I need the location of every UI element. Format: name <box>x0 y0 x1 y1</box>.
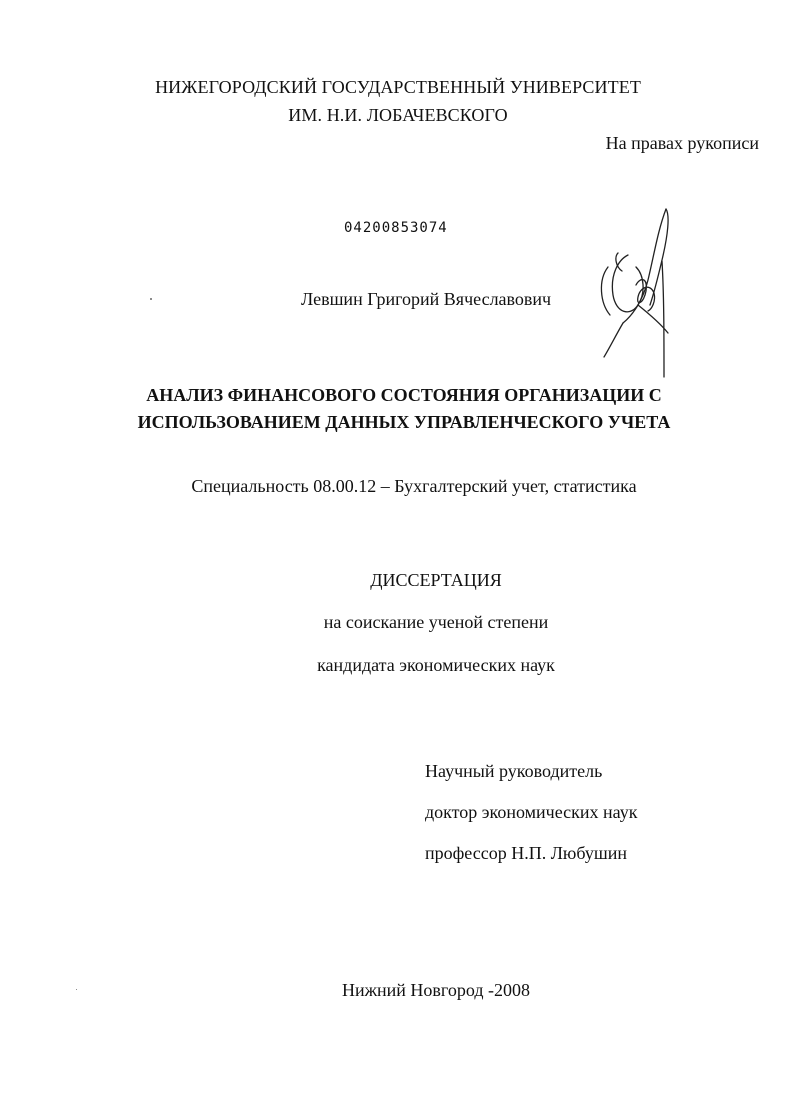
title-line2: ИСПОЛЬЗОВАНИЕМ ДАННЫХ УПРАВЛЕНЧЕСКОГО УЧЕТА <box>137 412 671 432</box>
supervisor-name: профессор Н.П. Любушин <box>425 843 627 863</box>
signature-stroke <box>604 323 623 357</box>
signature-image <box>588 205 688 380</box>
scan-speck <box>150 298 152 300</box>
degree-purpose-line2: кандидата экономических наук <box>317 655 555 675</box>
registration-number: 04200853074 <box>344 220 448 236</box>
university-name-line2: ИМ. Н.И. ЛОБАЧЕВСКОГО <box>288 105 508 125</box>
university-name-line1: НИЖЕГОРОДСКИЙ ГОСУДАРСТВЕННЫЙ УНИВЕРСИТЕТ <box>155 77 641 97</box>
specialty-line: Специальность 08.00.12 – Бухгалтерский учет, статистика <box>191 476 637 496</box>
work-type-label: ДИССЕРТАЦИЯ <box>370 570 502 590</box>
supervisor-degree: доктор экономических наук <box>425 802 638 822</box>
manuscript-rights-label: На правах рукописи <box>605 133 759 153</box>
author-name: Левшин Григорий Вячеславович <box>301 289 552 309</box>
signature-stroke <box>623 209 666 323</box>
signature-stroke <box>601 267 610 315</box>
title-line1: АНАЛИЗ ФИНАНСОВОГО СОСТОЯНИЯ ОРГАНИЗАЦИИ С <box>146 385 662 405</box>
signature-stroke <box>662 261 664 377</box>
city-year: Нижний Новгород -2008 <box>341 980 531 1000</box>
supervisor-label: Научный руководитель <box>425 761 603 781</box>
degree-purpose-line1: на соискание ученой степени <box>323 612 549 632</box>
